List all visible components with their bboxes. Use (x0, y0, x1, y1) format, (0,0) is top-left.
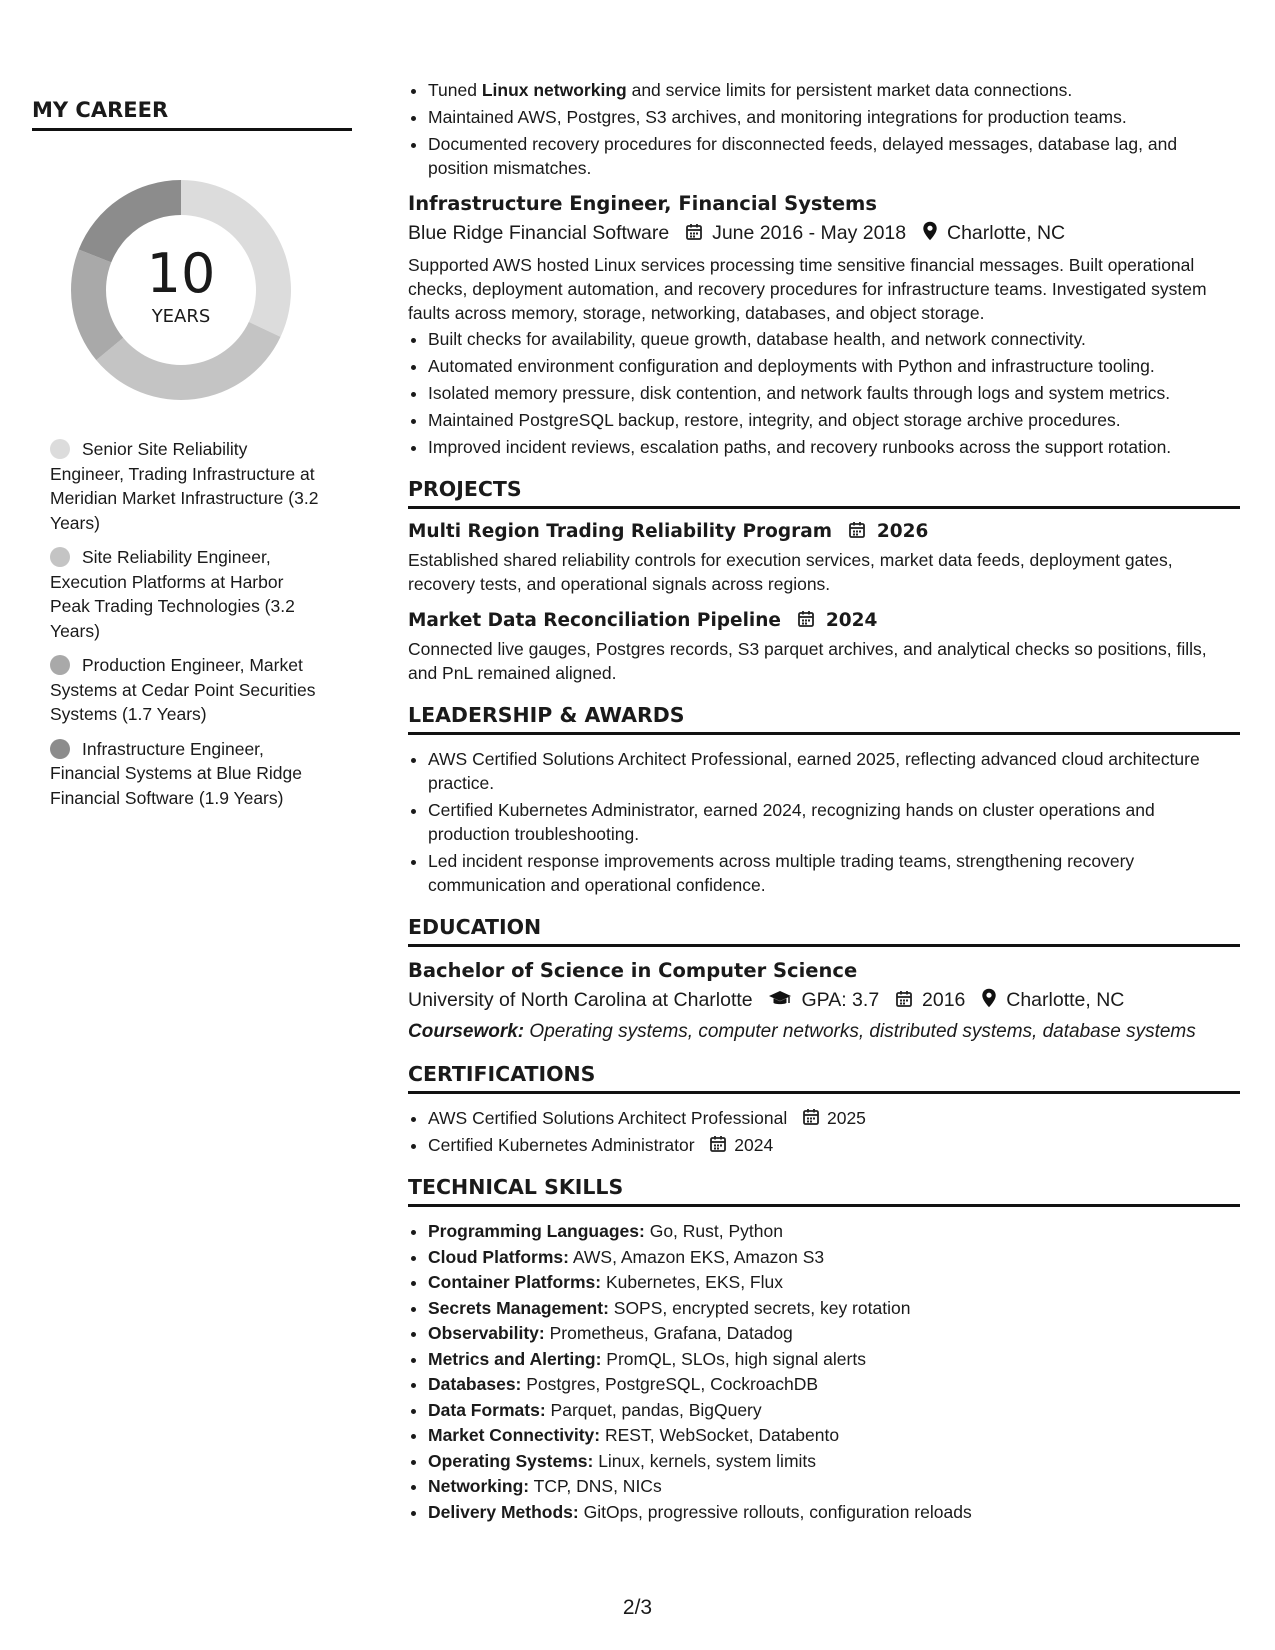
calendar-icon (797, 610, 815, 628)
skill-label: Observability: (428, 1323, 545, 1343)
continued-bullets (408, 78, 1240, 180)
list-item: • AWS Certified Solutions Architect Professional, earned 2025, reflecting advanced cloud architecture practice. (428, 747, 1240, 795)
skill-label: Cloud Platforms: (428, 1246, 569, 1267)
job-description: Supported AWS hosted Linux services processing time sensitive financial messages. Built operational checks, deployment automation, and recovery procedures for infrastructure teams. Investigated system faults across memory, storage, networking, databases, and object storage. (408, 255, 1207, 323)
project-description: Established shared reliability controls for execution services, market data feeds, deployment gates, recovery tests, and operational signals across regions. (408, 550, 1173, 594)
cert-year: 2024 (734, 1135, 774, 1155)
project-name: Multi Region Trading Reliability Program (408, 521, 832, 542)
list-item: • Documented recovery procedures for disconnected feeds, delayed messages, database lag, and position mismatches. (428, 132, 1240, 180)
leadership-list (408, 747, 1240, 897)
coursework-label: Coursework: (408, 1021, 525, 1042)
skill-label: Market Connectivity: (428, 1425, 601, 1445)
text: Tuned (428, 80, 482, 100)
list-item: • Maintained AWS, Postgres, S3 archives, and monitoring integrations for production teams. (428, 105, 1240, 129)
job-dates: June 2016 - May 2018 (712, 222, 907, 244)
school-location: Charlotte, NC (1006, 989, 1125, 1011)
gpa: GPA: 3.7 (801, 989, 880, 1011)
project-year: 2026 (876, 521, 929, 542)
cert-year: 2025 (826, 1108, 866, 1128)
list-item (428, 1133, 1240, 1157)
skill-value: PromQL, SLOs, high signal alerts (601, 1348, 866, 1369)
legend-dot (50, 655, 70, 675)
job-company: Blue Ridge Financial Software (408, 222, 670, 244)
certifications-heading: CERTIFICATIONS (408, 1062, 1240, 1094)
skill-item (428, 1270, 1240, 1296)
graduation-cap-icon (768, 990, 792, 1008)
job-title: Infrastructure Engineer, Financial Systems (408, 192, 877, 215)
project-title (408, 610, 1240, 631)
coursework-text: Operating systems, computer networks, distributed systems, database systems (524, 1021, 1196, 1042)
skill-label: Networking: (428, 1476, 530, 1496)
skill-label: Delivery Methods: (428, 1501, 579, 1522)
skill-item (428, 1347, 1240, 1373)
page-number: 2/3 (622, 1596, 653, 1619)
legend-dot (50, 739, 70, 759)
project-description: Connected live gauges, Postgres records, S3 parquet archives, and analytical checks so positions, fills, and PnL remained aligned. (408, 639, 1207, 683)
skill-label: Databases: (428, 1374, 522, 1394)
calendar-icon (709, 1135, 727, 1153)
calendar-icon (848, 521, 866, 539)
skills-list (408, 1219, 1240, 1525)
legend-dot (50, 547, 70, 567)
list-item: • Built checks for availability, queue growth, database health, and network connectivity. (428, 327, 1240, 351)
project-year: 2024 (825, 610, 878, 631)
skill-item (428, 1296, 1240, 1322)
career-sidebar (32, 98, 352, 820)
certifications-list (408, 1106, 1240, 1157)
skills-heading: TECHNICAL SKILLS (408, 1175, 1240, 1207)
map-pin-icon (922, 221, 938, 241)
calendar-icon (895, 990, 913, 1008)
skill-label: Metrics and Alerting: (428, 1348, 602, 1369)
projects-heading: PROJECTS (408, 477, 1240, 509)
skill-value: GitOps, progressive rollouts, configuration reloads (578, 1501, 972, 1522)
skill-item (428, 1245, 1240, 1271)
skill-value: TCP, DNS, NICs (529, 1476, 662, 1496)
skill-label: Secrets Management: (428, 1297, 609, 1318)
skill-value: Prometheus, Grafana, Datadog (544, 1323, 793, 1343)
legend-text: Senior Site Reliability Engineer, Trading Infrastructure at Meridian Market Infrastructure (3.2 Years) (50, 439, 319, 533)
legend-text: Infrastructure Engineer, Financial Systems at Blue Ridge Financial Software (1.9 Years) (50, 738, 302, 808)
job-bullets (408, 327, 1240, 459)
legend-item (50, 545, 322, 643)
project-name: Market Data Reconciliation Pipeline (408, 610, 781, 631)
main-column (408, 78, 1240, 1525)
skill-value: REST, WebSocket, Databento (600, 1425, 840, 1445)
job-meta (408, 221, 1240, 245)
legend-dot (50, 439, 70, 459)
skill-label: Programming Languages: (428, 1221, 645, 1241)
skill-item (428, 1423, 1240, 1449)
career-donut-chart (66, 175, 296, 405)
donut-years-unit: YEARS (151, 305, 211, 327)
skill-value: Go, Rust, Python (644, 1221, 783, 1241)
bold-text: Linux networking (481, 80, 627, 100)
calendar-icon (685, 223, 703, 241)
legend-item (50, 653, 322, 727)
skill-label: Data Formats: (428, 1399, 546, 1420)
skill-item (428, 1219, 1240, 1245)
donut-years-value: 10 (146, 241, 216, 305)
skill-item (428, 1500, 1240, 1526)
skill-item (428, 1398, 1240, 1424)
education-meta (408, 988, 1240, 1012)
skill-value: Parquet, pandas, BigQuery (545, 1399, 762, 1420)
legend-item (50, 737, 322, 811)
skill-item (428, 1372, 1240, 1398)
skill-label: Operating Systems: (428, 1450, 594, 1471)
calendar-icon (802, 1108, 820, 1126)
skill-value: SOPS, encrypted secrets, key rotation (608, 1297, 911, 1318)
skill-value: Postgres, PostgreSQL, CockroachDB (521, 1374, 819, 1394)
legend-text: Production Engineer, Market Systems at Cedar Point Securities Systems (1.7 Years) (50, 655, 316, 724)
map-pin-icon (981, 988, 997, 1008)
skill-label: Container Platforms: (428, 1272, 602, 1292)
career-title: MY CAREER (32, 98, 352, 131)
skill-item (428, 1321, 1240, 1347)
job-location: Charlotte, NC (946, 222, 1066, 244)
leadership-heading: LEADERSHIP & AWARDS (408, 703, 1240, 735)
education-heading: EDUCATION (408, 915, 1240, 947)
graduation-year: 2016 (922, 989, 966, 1011)
career-legend (32, 437, 322, 810)
list-item: • Certified Kubernetes Administrator, earned 2024, recognizing hands on cluster operations and production troubleshooting. (428, 798, 1240, 846)
skill-value: AWS, Amazon EKS, Amazon S3 (568, 1246, 825, 1267)
skill-item (428, 1449, 1240, 1475)
cert-name: AWS Certified Solutions Architect Professional (428, 1108, 788, 1128)
list-item: • Led incident response improvements across multiple trading teams, strengthening recovery communication and operational confidence. (428, 849, 1240, 897)
list-item (428, 78, 1240, 102)
text: and service limits for persistent market data connections. (626, 80, 1073, 100)
project-title (408, 521, 1240, 542)
skill-value: Linux, kernels, system limits (593, 1450, 817, 1471)
cert-name: Certified Kubernetes Administrator (428, 1135, 695, 1155)
degree-title: Bachelor of Science in Computer Science (408, 959, 858, 982)
list-item: • Isolated memory pressure, disk contention, and network faults through logs and system metrics. (428, 381, 1240, 405)
list-item: • Automated environment configuration and deployments with Python and infrastructure tooling. (428, 354, 1240, 378)
list-item: • Improved incident reviews, escalation paths, and recovery runbooks across the support rotation. (428, 435, 1240, 459)
legend-item (50, 437, 322, 535)
donut-center (66, 175, 296, 405)
coursework (408, 1020, 1240, 1044)
list-item (428, 1106, 1240, 1130)
legend-text: Site Reliability Engineer, Execution Platforms at Harbor Peak Trading Technologies (3.2 Years) (50, 547, 295, 641)
skill-item (428, 1474, 1240, 1500)
skill-value: Kubernetes, EKS, Flux (601, 1272, 783, 1292)
school-name: University of North Carolina at Charlotte (408, 989, 753, 1011)
list-item: • Maintained PostgreSQL backup, restore, integrity, and object storage archive procedures. (428, 408, 1240, 432)
